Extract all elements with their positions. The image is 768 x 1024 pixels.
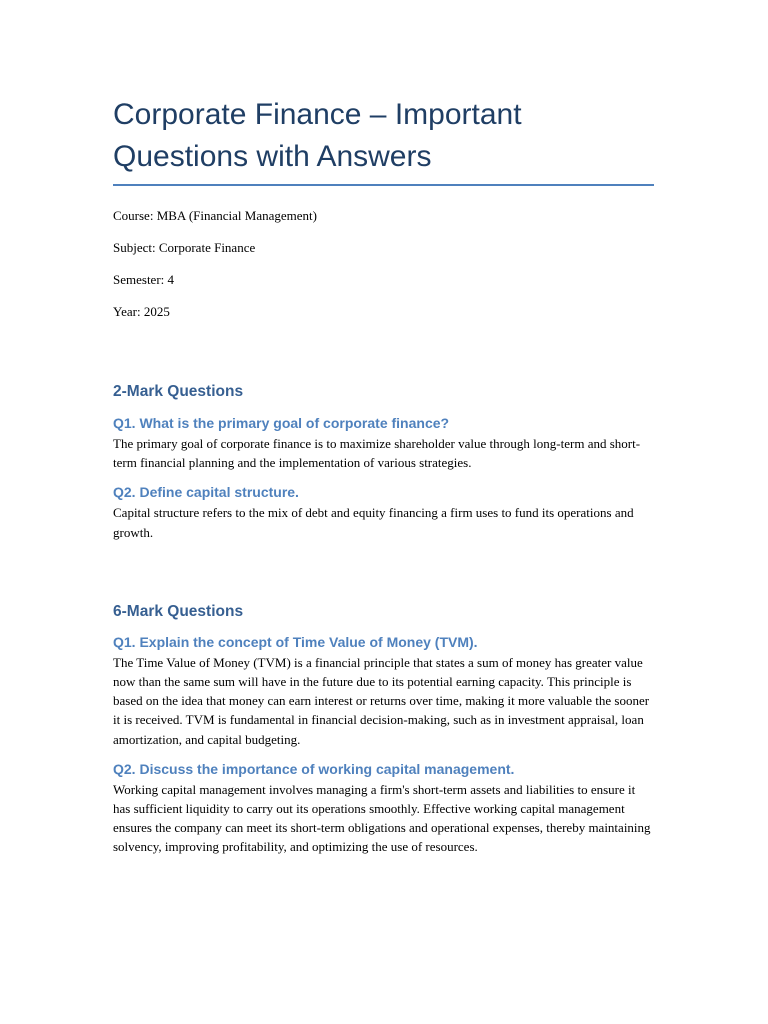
- meta-year: Year: 2025: [113, 304, 170, 319]
- question-heading: Q2. Define capital structure.: [113, 484, 299, 501]
- question-heading: Q1. Explain the concept of Time Value of Money (TVM).: [113, 633, 478, 650]
- document-meta: [113, 208, 655, 320]
- meta-course: Course: MBA (Financial Management): [113, 208, 317, 223]
- answer-text: The primary goal of corporate finance is to maximize shareholder value through long-term and short-term financial planning and the implementation of various strategies.: [113, 436, 641, 471]
- meta-semester: Semester: 4: [113, 272, 175, 287]
- meta-subject: Subject: Corporate Finance: [113, 240, 256, 255]
- question-heading: Q2. Discuss the importance of working capital management.: [113, 760, 515, 777]
- answer-text: The Time Value of Money (TVM) is a financial principle that states a sum of money has greater value now than the same sum will have in the future due to its potential earning capacity. This principle is based on the idea that money can earn interest or returns over time, making it more valuable the sooner it is received. TVM is fundamental in financial decision-making, such as in investment appraisal, loan amortization, and capital budgeting.: [113, 654, 650, 747]
- section-2-mark: [113, 382, 655, 542]
- answer-text: Capital structure refers to the mix of debt and equity financing a firm uses to fund its operations and growth.: [113, 505, 634, 540]
- document-title: Corporate Finance – Important Questions with Answers: [113, 94, 654, 186]
- question-heading: Q1. What is the primary goal of corporate finance?: [113, 415, 450, 431]
- section-heading: 2-Mark Questions: [113, 383, 244, 400]
- section-heading: 6-Mark Questions: [113, 602, 244, 620]
- answer-text: Working capital management involves managing a firm's short-term assets and liabilities to ensure it has sufficient liquidity to carry out its operations smoothly. Effective working capital management ensures the company can meet its short-term obligations and operational expenses, thereby maintaining solvency, improving profitability, and optimizing the use of resources.: [113, 781, 651, 855]
- section-6-mark: [113, 602, 655, 857]
